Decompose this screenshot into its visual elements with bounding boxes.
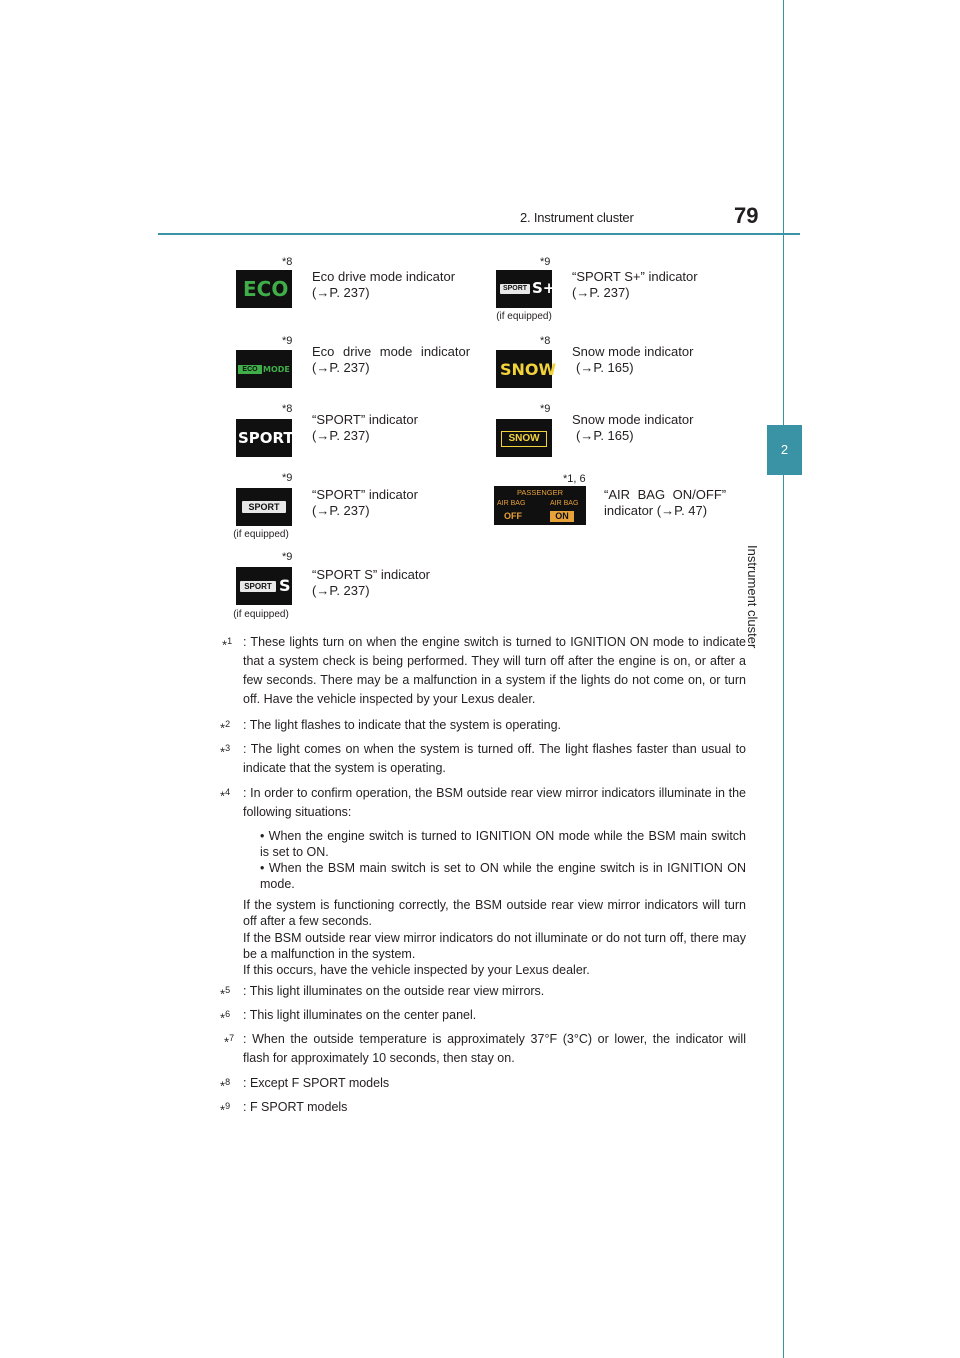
indicator-description: “AIR BAG ON/OFF” indicator (→P. 47) [604, 487, 727, 518]
indicator-description: “SPORT” indicator (→P. 237) [312, 487, 418, 518]
header-rule [158, 233, 800, 235]
sport-indicator-icon: SPORT [236, 419, 292, 457]
sport-s-plus-indicator-icon: SPORT S+ [496, 270, 552, 308]
indicator-description: Eco drive mode indicator (→P. 237) [312, 344, 471, 375]
eco-mode-indicator-icon: ECO MODE [236, 350, 292, 388]
indicator-description: Eco drive mode indicator (→P. 237) [312, 269, 456, 300]
snow-indicator-icon: SNOW [496, 350, 552, 388]
indicator-description: Snow mode indicator (→P. 165) [572, 412, 694, 443]
footnote-6: *$^6$ : This light illuminates on the center panel. [220, 1008, 477, 1026]
if-equipped-label: (if equipped) [233, 609, 289, 620]
paragraph: If this occurs, have the vehicle inspected by your Lexus dealer. [243, 963, 590, 977]
note-mark: *8 [282, 256, 293, 268]
chapter-tab: 2 [767, 425, 802, 475]
paragraph: If the BSM outside rear view mirror indicators do not illuminate or do not turn off, there may be a malfunction in the system. [243, 931, 746, 961]
note-mark: *9 [540, 403, 551, 415]
footnote-2: *$^2$ : The light flashes to indicate that the system is operating. [220, 718, 561, 736]
footnote-1: *$^1$ : These lights turn on when the engine switch is turned to IGNITION ON mode to indicate that a system check is being performed. They will turn off after the engine is on, or after a few seconds. There may be a malfunction in a system if the lights do not come on, or turn off. Have the vehicle inspected by your Lexus dealer. [222, 635, 746, 706]
chapter-label: Instrument cluster [745, 545, 760, 649]
eco-indicator-icon: ECO [236, 270, 292, 308]
footnote-5: *$^5$ : This light illuminates on the outside rear view mirrors. [220, 984, 545, 1002]
if-equipped-label: (if equipped) [233, 529, 289, 540]
bullet-item: • When the BSM main switch is set to ON while the engine switch is in IGNITION ON mode. [260, 861, 746, 891]
footnote-8: *$^8$ : Except F SPORT models [220, 1076, 390, 1094]
indicator-description: “SPORT S+” indicator (→P. 237) [572, 269, 698, 300]
footnote-7: *$^7$ : When the outside temperature is approximately 37°F (3°C) or lower, the indicator will flash for approximately 10 seconds, then stay on. [224, 1032, 746, 1065]
sport-boxed-indicator-icon: SPORT [236, 488, 292, 526]
section-title: 2. Instrument cluster [520, 210, 634, 225]
note-mark: *8 [540, 335, 551, 347]
sport-s-indicator-icon: SPORT S [236, 567, 292, 605]
indicator-description: “SPORT S” indicator (→P. 237) [312, 567, 431, 598]
note-mark: *9 [282, 551, 293, 563]
indicator-description: Snow mode indicator (→P. 165) [572, 344, 694, 375]
airbag-indicator-icon: PASSENGER AIR BAG AIR BAG OFF ON [494, 486, 586, 525]
snow-boxed-indicator-icon: SNOW [496, 419, 552, 457]
note-mark: *9 [282, 472, 293, 484]
note-mark: *9 [282, 335, 293, 347]
note-mark: *9 [540, 256, 551, 268]
indicator-description: “SPORT” indicator (→P. 237) [312, 412, 418, 443]
note-mark: *1, 6 [563, 473, 586, 485]
paragraph: If the system is functioning correctly, the BSM outside rear view mirror indicators will turn off after a few seconds. [243, 898, 746, 928]
footnote-4: *$^4$ : In order to confirm operation, the BSM outside rear view mirror indicators illuminate in the following situations: [220, 786, 746, 819]
footnote-9: *$^9$ : F SPORT models [220, 1100, 348, 1118]
page-number: 79 [734, 203, 759, 228]
bullet-item: • When the engine switch is turned to IGNITION ON mode while the BSM main switch is set to ON. [260, 829, 746, 859]
note-mark: *8 [282, 403, 293, 415]
footnote-3: *$^3$ : The light comes on when the system is turned off. The light flashes faster than usual to indicate that the system is operating. [220, 742, 746, 775]
if-equipped-label: (if equipped) [496, 311, 552, 322]
side-rule [783, 0, 784, 1358]
